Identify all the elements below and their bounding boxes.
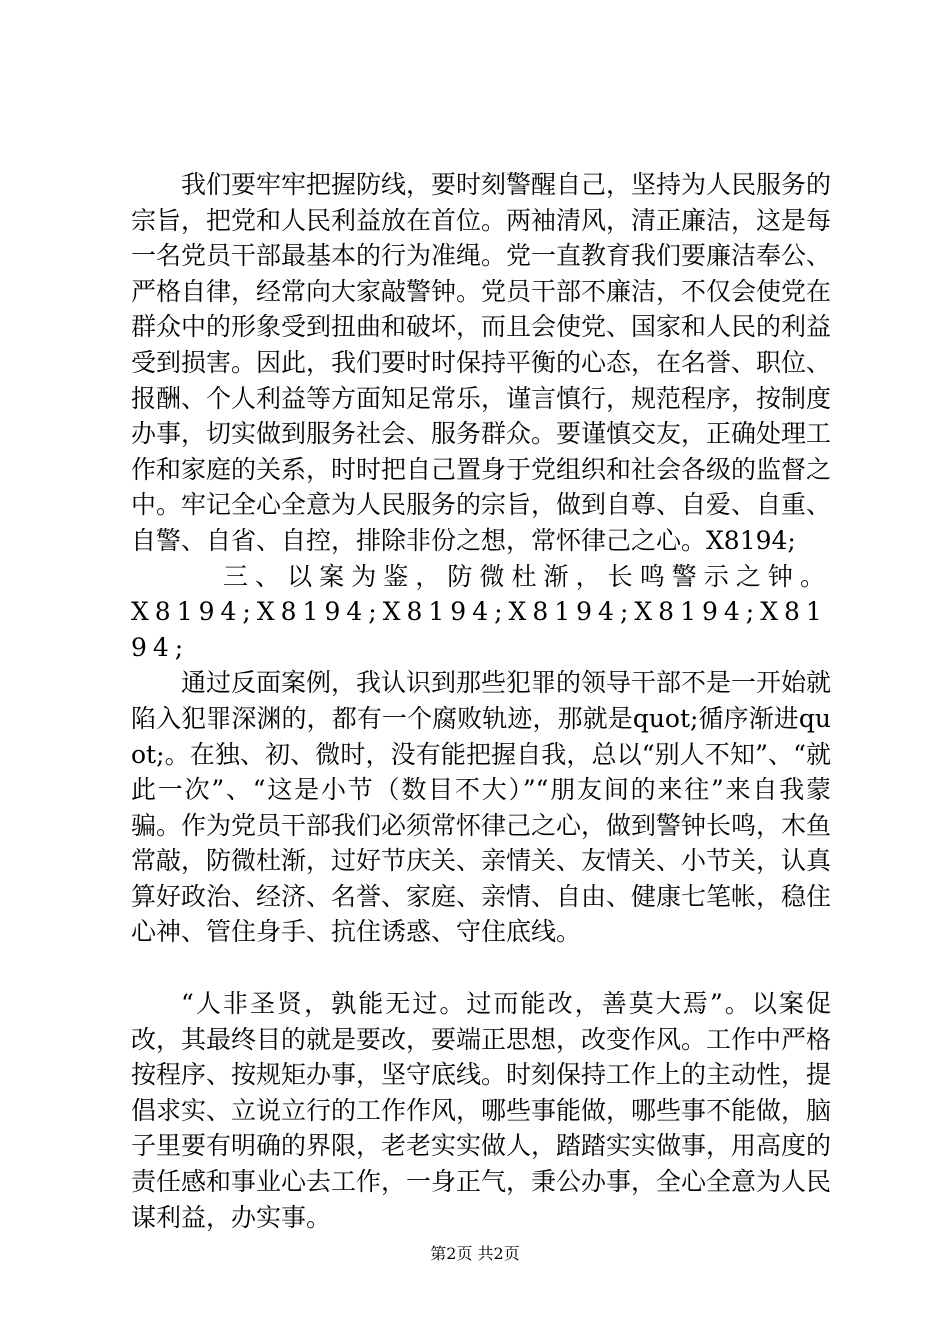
paragraph-3: “人非圣贤，孰能无过。过而能改，善莫大焉”。以案促改，其最终目的就是要改，要端正思想，改变作风。工作中严格按程序、按规矩办事，坚守底线。时刻保持工作上的主动性，提倡求实、立说立行的工作作风，哪些事能做，哪些事不能做，脑子里要有明确的界限，老老实实做人，踏踏实实做事，用高度的责任感和事业心去工作，一身正气，秉公办事，全心全意为人民谋利益，办实事。 — [131, 989, 832, 1232]
document-body — [131, 167, 831, 1235]
section-heading-3: 三、以案为鉴，防微杜渐，长鸣警示之钟。X8194;X8194;X8194;X8194;X8194;X8194; — [131, 561, 831, 662]
paragraph-2: 通过反面案例，我认识到那些犯罪的领导干部不是一开始就陷入犯罪深渊的，都有一个腐败轨迹，那就是quot;循序渐进quot;。在独、初、微时，没有能把握自我，总以“别人不知”、“就此一次”、“这是小节（数目不大）”“朋友间的来往”来自我蒙骗。作为党员干部我们必须常怀律己之心，做到警钟长鸣，木鱼常敲，防微杜渐，过好节庆关、亲情关、友情关、小节关，认真算好政治、经济、名誉、家庭、亲情、自由、健康七笔帐，稳住心神、管住身手、抗住诱惑、守住底线。 — [131, 668, 832, 947]
paragraph-1: 我们要牢牢把握防线，要时刻警醒自己，坚持为人民服务的宗旨，把党和人民利益放在首位。两袖清风，清正廉洁，这是每一名党员干部最基本的行为准绳。党一直教育我们要廉洁奉公、严格自律，经常向大家敲警钟。党员干部不廉洁，不仅会使党在群众中的形象受到扭曲和破坏，而且会使党、国家和人民的利益受到损害。因此，我们要时时保持平衡的心态，在名誉、职位、报酬、个人利益等方面知足常乐，谨言慎行，规范程序，按制度办事，切实做到服务社会、服务群众。要谨慎交友，正确处理工作和家庭的关系，时时把自己置身于党组织和社会各级的监督之中。牢记全心全意为人民服务的宗旨，做到自尊、自爱、自重、自警、自省、自控，排除非份之想，常怀律己之心。X8194; — [131, 170, 832, 555]
page-number-label: 第2页 共2页 — [430, 1244, 520, 1263]
page-footer — [0, 1244, 950, 1264]
